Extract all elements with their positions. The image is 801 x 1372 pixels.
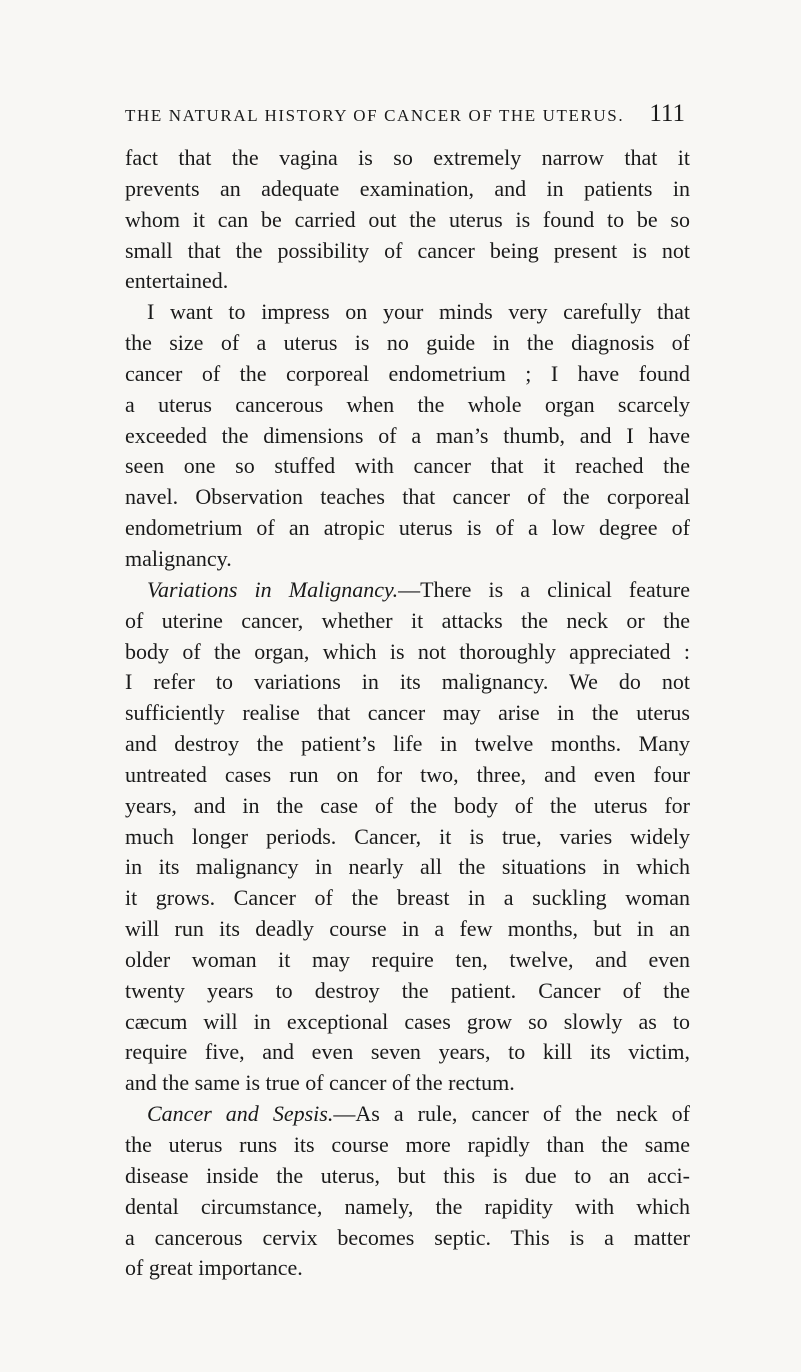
line-text: a uterus cancerous when the whole organ scarcely	[125, 391, 690, 417]
line-text: and destroy the patient’s life in twelve months. Many	[125, 731, 690, 757]
line-text: the uterus runs its course more rapidly than the same	[125, 1132, 690, 1157]
text-line	[125, 1068, 690, 1099]
text-line	[125, 822, 690, 853]
text-line	[125, 1223, 690, 1254]
line-text: in its malignancy in nearly all the situations in which	[125, 854, 690, 880]
line-text: malignancy.	[125, 545, 232, 571]
line-text: small that the possibility of cancer being present is not	[125, 237, 690, 263]
text-line	[125, 852, 690, 883]
text-line	[125, 637, 690, 668]
text-line	[125, 328, 690, 359]
line-text: body of the organ, which is not thoroughly appreciated :	[125, 638, 690, 664]
text-line	[125, 390, 690, 421]
text-line	[125, 791, 690, 822]
running-head	[125, 100, 685, 130]
text-line	[125, 143, 690, 174]
line-text: endometrium of an atropic uterus is of a low degree of	[125, 515, 690, 541]
line-text: fact that the vagina is so extremely narrow that it	[125, 145, 690, 170]
line-text: twenty years to destroy the patient. Cancer of the	[125, 977, 690, 1003]
line-text: older woman it may require ten, twelve, and even	[125, 946, 690, 972]
text-line	[125, 297, 690, 328]
line-text: dental circumstance, namely, the rapidity with which	[125, 1193, 690, 1219]
text-line	[125, 945, 690, 976]
text-line	[125, 976, 690, 1007]
text-line	[125, 729, 690, 760]
section-heading: Variations in Malignancy.	[147, 576, 399, 602]
text-line	[125, 205, 690, 236]
line-text: years, and in the case of the body of the uterus for	[125, 792, 690, 818]
text-line	[125, 1099, 690, 1130]
line-text: of great importance.	[125, 1255, 303, 1281]
line-text: cancer of the corporeal endometrium ; I have found	[125, 360, 690, 386]
text-line	[125, 667, 690, 698]
line-text: a cancerous cervix becomes septic. This is a matter	[125, 1224, 690, 1250]
text-line	[125, 266, 690, 297]
text-line	[125, 914, 690, 945]
running-title: THE NATURAL HISTORY OF CANCER OF THE UTERUS.	[125, 106, 625, 125]
text-line	[125, 1253, 690, 1284]
text-line	[125, 575, 690, 606]
line-text: prevents an adequate examination, and in patients in	[125, 175, 690, 201]
text-line	[125, 698, 690, 729]
line-text: it grows. Cancer of the breast in a suckling woman	[125, 885, 690, 911]
line-text: I want to impress on your minds very carefully that	[147, 299, 690, 325]
line-text: the size of a uterus is no guide in the diagnosis of	[125, 330, 690, 356]
line-text: of uterine cancer, whether it attacks the neck or the	[125, 607, 690, 633]
text-line	[125, 1007, 690, 1038]
text-line	[125, 1130, 690, 1161]
text-line	[125, 359, 690, 390]
text-line	[125, 544, 690, 575]
line-text: —As a rule, cancer of the neck of	[333, 1101, 690, 1127]
line-text: and the same is true of cancer of the rectum.	[125, 1070, 515, 1096]
line-text: navel. Observation teaches that cancer of the corporeal	[125, 484, 690, 510]
text-line	[125, 1037, 690, 1068]
line-text: seen one so stuffed with cancer that it reached the	[125, 453, 690, 479]
text-line	[125, 1192, 690, 1223]
line-text: —There is a clinical feature	[398, 576, 690, 602]
text-line	[125, 174, 690, 205]
section-heading: Cancer and Sepsis.	[147, 1101, 334, 1127]
line-text: require five, and even seven years, to kill its victim,	[125, 1039, 690, 1065]
line-text: entertained.	[125, 268, 229, 294]
line-text: I refer to variations in its malignancy. We do not	[125, 669, 690, 695]
line-text: disease inside the uterus, but this is due to an acci-	[125, 1162, 690, 1188]
text-line	[125, 606, 690, 637]
line-text: sufficiently realise that cancer may arise in the uterus	[125, 700, 690, 726]
text-line	[125, 883, 690, 914]
page-number: 111	[649, 100, 685, 127]
text-line	[125, 236, 690, 267]
line-text: much longer periods. Cancer, it is true, varies widely	[125, 823, 690, 849]
line-text: untreated cases run on for two, three, and even four	[125, 761, 690, 787]
text-line	[125, 451, 690, 482]
line-text: cæcum will in exceptional cases grow so slowly as to	[125, 1008, 690, 1034]
text-line	[125, 1161, 690, 1192]
line-text: exceeded the dimensions of a man’s thumb, and I have	[125, 422, 690, 448]
text-line	[125, 513, 690, 544]
text-line	[125, 760, 690, 791]
line-text: will run its deadly course in a few months, but in an	[125, 916, 690, 942]
line-text: whom it can be carried out the uterus is found to be so	[125, 206, 690, 232]
text-line	[125, 482, 690, 513]
body-text	[125, 143, 690, 1284]
text-line	[125, 421, 690, 452]
